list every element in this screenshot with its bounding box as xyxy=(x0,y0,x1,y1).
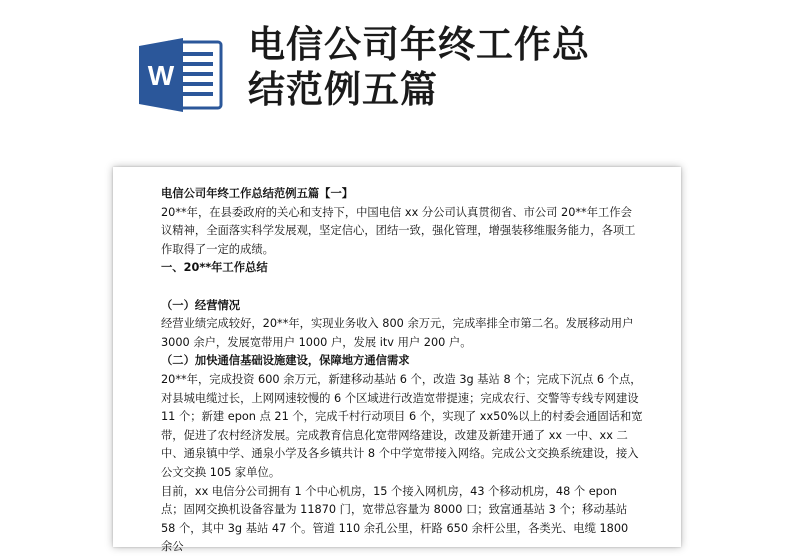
blank-line xyxy=(161,278,643,297)
word-doc-icon xyxy=(137,36,223,114)
svg-text:W: W xyxy=(147,60,175,91)
page-title xyxy=(248,22,728,112)
operations-paragraph: 经营业绩完成较好，20**年，实现业务收入 800 余万元，完成率排全市第二名。发展移动用户 3000 余户，发展宽带用户 1000 户，发展 itv 用户 200 户。 xyxy=(161,317,634,349)
section-heading: 一、20**年工作总结 xyxy=(161,261,268,275)
title-line-1: 电信公司年终工作总 xyxy=(248,23,590,66)
header-banner xyxy=(0,0,800,150)
subheading-infrastructure: （二）加快通信基础设施建设，保障地方通信需求 xyxy=(161,354,410,368)
facilities-paragraph: 目前，xx 电信分公司拥有 1 个中心机房，15 个接入网机房，43 个移动机房，48 个 epon 点；固网交换机设备容量为 11870 门，宽带总容量为 8000 口；致富通基站 3 个；移动基站 58 个，其中 3g 基站 47 个。管道 110 余孔公里，杆路 650 余杆公里，各类光、电缆 1800 余公 xyxy=(161,484,629,554)
title-line-2: 结范例五篇 xyxy=(248,68,438,111)
document-heading: 电信公司年终工作总结范例五篇【一】 xyxy=(161,187,354,200)
subheading-operations: （一）经营情况 xyxy=(161,298,241,312)
document-page xyxy=(113,167,681,554)
document-body xyxy=(161,185,643,557)
infrastructure-paragraph: 20**年，完成投资 600 余万元，新建移动基站 6 个，改造 3g 基站 8 个；完成下沉点 6 个点，对县城电缆过长，上网网速较慢的 6 个区域进行改造宽带提速；完成农行、交警等专线专网建设 11 个；新建 epon 点 21 个，完成千村行动项目 6 个，实现了 xx50%以上的村委会通固话和宽带，促进了农村经济发展。完成教育信息化宽带网络建设，改建及新建开通了 xx 一中、xx 二中、通泉镇中学、通泉小学及各乡镇共计 8 个中学宽带接入网络。完成公文交换系统建设，接入公文交换 105 家单位。 xyxy=(161,372,643,479)
intro-paragraph: 20**年，在县委政府的关心和支持下，中国电信 xx 分公司认真贯彻省、市公司 20**年工作会议精神，全面落实科学发展观，坚定信心，团结一致，强化管理，增强装移维服务能力，各项工作取得了一定的成绩。 xyxy=(161,205,636,256)
